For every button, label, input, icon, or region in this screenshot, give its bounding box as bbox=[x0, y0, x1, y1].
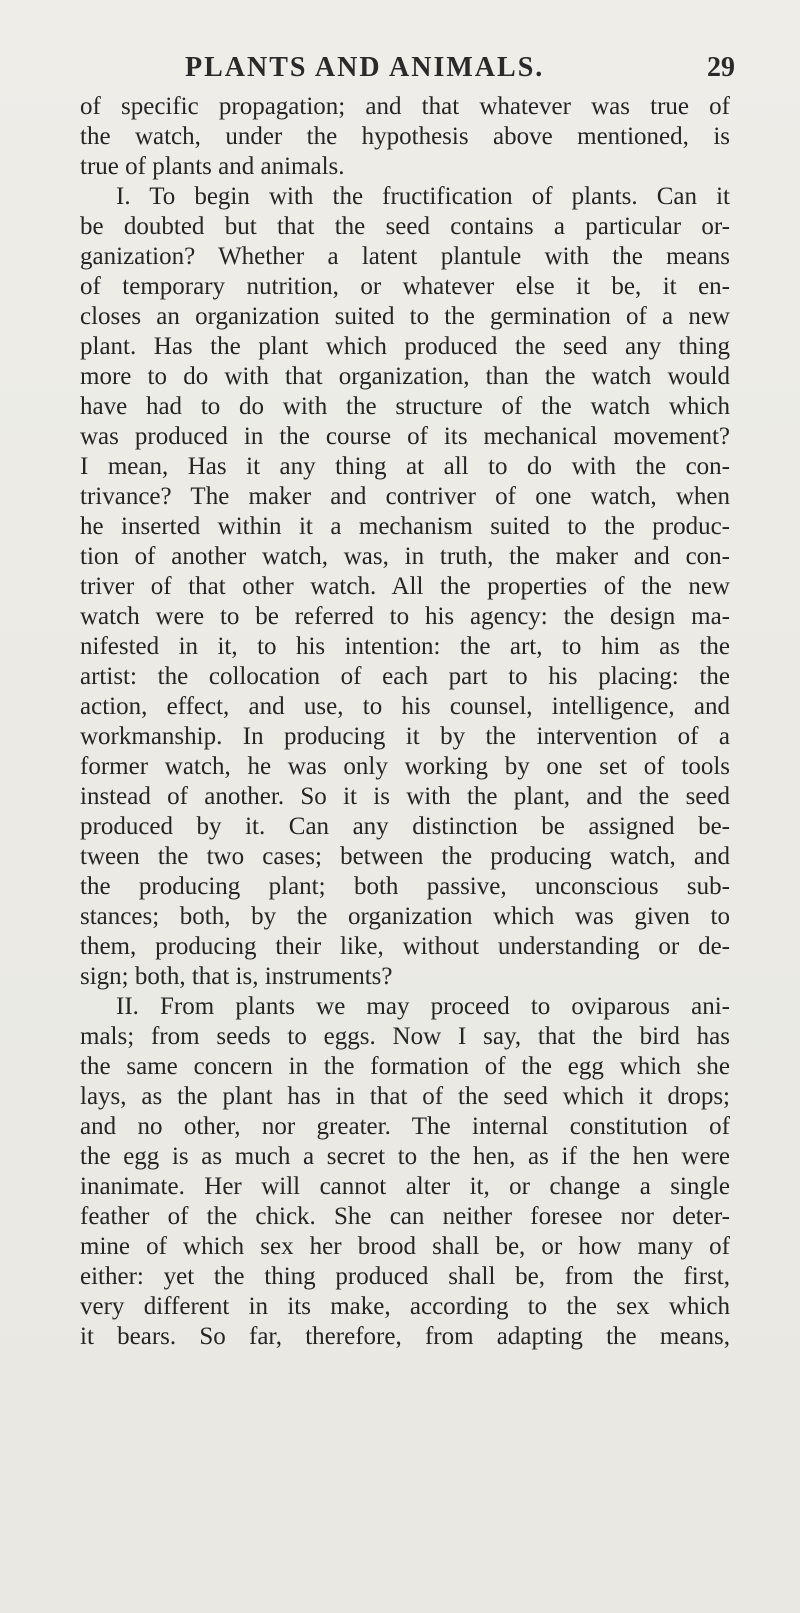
text-line: mine of which sex her brood shall be, or how many of bbox=[80, 1233, 730, 1260]
text-line: it bears. So far, therefore, from adapting the means, bbox=[80, 1323, 730, 1350]
text-line: them, producing their like, without understanding or de- bbox=[80, 933, 730, 960]
body-text bbox=[80, 92, 730, 1352]
text-line: inanimate. Her will cannot alter it, or change a single bbox=[80, 1173, 730, 1200]
text-line: true of plants and animals. bbox=[80, 153, 345, 180]
text-line: closes an organization suited to the germination of a new bbox=[80, 303, 730, 330]
text-line: be doubted but that the seed contains a particular or- bbox=[80, 213, 730, 240]
text-line: action, effect, and use, to his counsel, intelligence, and bbox=[80, 693, 730, 720]
text-line: I mean, Has it any thing at all to do with the con- bbox=[80, 453, 730, 480]
text-line: tween the two cases; between the producing watch, and bbox=[80, 843, 730, 870]
text-line: stances; both, by the organization which was given to bbox=[80, 903, 730, 930]
text-line: either: yet the thing produced shall be, from the first, bbox=[80, 1263, 730, 1290]
text-line: was produced in the course of its mechanical movement? bbox=[80, 423, 730, 450]
text-line: the watch, under the hypothesis above mentioned, is bbox=[80, 123, 730, 150]
text-line: artist: the collocation of each part to his placing: the bbox=[80, 663, 730, 690]
text-line: the producing plant; both passive, unconscious sub- bbox=[80, 873, 730, 900]
text-line: tion of another watch, was, in truth, the maker and con- bbox=[80, 543, 730, 570]
text-line: I. To begin with the fructification of plants. Can it bbox=[116, 183, 730, 210]
text-line: of specific propagation; and that whatever was true of bbox=[80, 93, 730, 120]
text-line: more to do with that organization, than the watch would bbox=[80, 363, 730, 390]
text-line: lays, as the plant has in that of the seed which it drops; bbox=[80, 1083, 730, 1110]
text-line: nifested in it, to his intention: the art, to him as the bbox=[80, 633, 730, 660]
text-line: II. From plants we may proceed to oviparous ani- bbox=[116, 993, 730, 1020]
page-number: 29 bbox=[707, 52, 735, 83]
page-header bbox=[60, 52, 760, 96]
text-line: triver of that other watch. All the properties of the new bbox=[80, 573, 730, 600]
text-line: the same concern in the formation of the egg which she bbox=[80, 1053, 730, 1080]
text-line: of temporary nutrition, or whatever else it be, it en- bbox=[80, 273, 730, 300]
text-line: watch were to be referred to his agency: the design ma- bbox=[80, 603, 730, 630]
text-line: produced by it. Can any distinction be assigned be- bbox=[80, 813, 730, 840]
text-line: instead of another. So it is with the plant, and the seed bbox=[80, 783, 730, 810]
text-line: ganization? Whether a latent plantule with the means bbox=[80, 243, 730, 270]
text-line: and no other, nor greater. The internal constitution of bbox=[80, 1113, 730, 1140]
text-line: have had to do with the structure of the watch which bbox=[80, 393, 730, 420]
text-line: workmanship. In producing it by the intervention of a bbox=[80, 723, 730, 750]
running-head: PLANTS AND ANIMALS. bbox=[185, 52, 545, 83]
text-line: feather of the chick. She can neither foresee nor deter- bbox=[80, 1203, 730, 1230]
text-line: trivance? The maker and contriver of one watch, when bbox=[80, 483, 730, 510]
text-line: sign; both, that is, instruments? bbox=[80, 963, 393, 990]
text-line: former watch, he was only working by one set of tools bbox=[80, 753, 730, 780]
text-line: he inserted within it a mechanism suited to the produc- bbox=[80, 513, 730, 540]
text-line: very different in its make, according to the sex which bbox=[80, 1293, 730, 1320]
text-line: the egg is as much a secret to the hen, as if the hen were bbox=[80, 1143, 730, 1170]
text-line: mals; from seeds to eggs. Now I say, that the bird has bbox=[80, 1023, 730, 1050]
text-line: plant. Has the plant which produced the seed any thing bbox=[80, 333, 730, 360]
